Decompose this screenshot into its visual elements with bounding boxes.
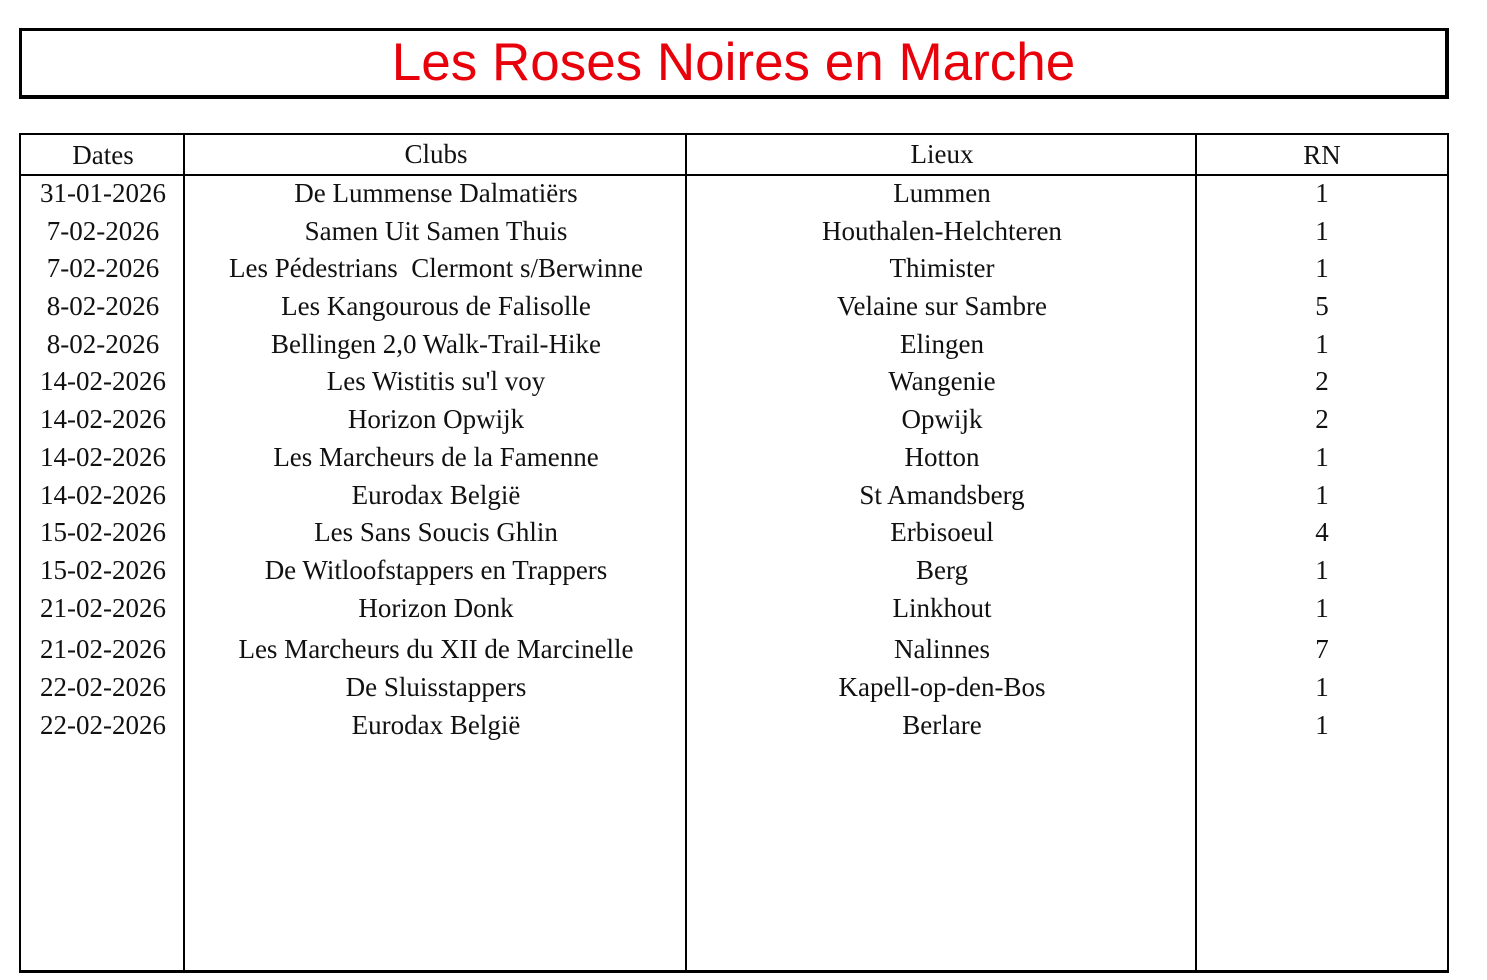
cell-club: Les Pédestrians Clermont s/Berwinne [229,253,643,283]
cell-club: Samen Uit Samen Thuis [304,216,568,246]
cell-lieu: Linkhout [892,593,992,623]
cell-rn: 1 [1315,442,1329,472]
cell-date: 7-02-2026 [46,216,160,246]
cell-rn: 1 [1315,480,1329,510]
cell-club: Horizon Opwijk [347,404,525,434]
cell-rn: 1 [1315,593,1329,623]
cell-lieu: Thimister [889,253,995,283]
cell-date: 31-01-2026 [40,178,166,208]
cell-lieu: Kapell-op-den-Bos [838,672,1046,702]
cell-club: Les Marcheurs de la Famenne [273,442,599,472]
cell-date: 21-02-2026 [40,634,166,664]
cell-date: 22-02-2026 [40,672,166,702]
cell-rn: 1 [1315,253,1329,283]
header-rn: RN [1303,140,1341,170]
cell-club: Horizon Donk [358,593,514,623]
header-dates: Dates [72,140,134,170]
cell-club: Eurodax België [351,710,521,740]
header-lieux: Lieux [910,139,974,169]
cell-lieu: Erbisoeul [890,517,994,547]
header-clubs: Clubs [404,139,468,169]
cell-rn: 7 [1315,634,1329,664]
title-banner [19,28,1449,99]
cell-rn: 1 [1315,672,1329,702]
cell-club: De Lummense Dalmatiërs [294,178,578,208]
cell-rn: 5 [1315,291,1329,321]
cell-lieu: Lummen [893,178,991,208]
cell-rn: 1 [1315,329,1329,359]
events-table [19,133,1449,973]
cell-rn: 1 [1315,710,1329,740]
cell-rn: 2 [1315,404,1329,434]
cell-lieu: Berlare [902,710,982,740]
page-title: Les Roses Noires en Marche [391,33,1076,92]
cell-date: 22-02-2026 [40,710,166,740]
cell-club: Eurodax België [351,480,521,510]
cell-rn: 1 [1315,216,1329,246]
header-divider [21,174,1447,176]
cell-club: Les Marcheurs du XII de Marcinelle [238,634,634,664]
cell-date: 14-02-2026 [40,442,166,472]
cell-date: 15-02-2026 [40,555,166,585]
cell-lieu: Houthalen-Helchteren [822,216,1062,246]
cell-date: 8-02-2026 [46,291,160,321]
cell-date: 14-02-2026 [40,480,166,510]
cell-lieu: Wangenie [888,366,996,396]
cell-lieu: Opwijk [901,404,983,434]
cell-date: 7-02-2026 [46,253,160,283]
cell-rn: 4 [1315,517,1329,547]
cell-date: 15-02-2026 [40,517,166,547]
cell-club: De Witloofstappers en Trappers [264,555,608,585]
cell-rn: 2 [1315,366,1329,396]
cell-rn: 1 [1315,555,1329,585]
cell-lieu: Velaine sur Sambre [837,291,1047,321]
cell-lieu: Berg [916,555,968,585]
cell-club: De Sluisstappers [345,672,527,702]
cell-club: Les Wistitis su'l voy [326,366,546,396]
cell-date: 14-02-2026 [40,366,166,396]
cell-date: 14-02-2026 [40,404,166,434]
cell-date: 8-02-2026 [46,329,160,359]
cell-club: Les Sans Soucis Ghlin [314,517,558,547]
cell-club: Bellingen 2,0 Walk-Trail-Hike [270,329,602,359]
cell-date: 21-02-2026 [40,593,166,623]
cell-rn: 1 [1315,178,1329,208]
cell-lieu: Elingen [900,329,984,359]
cell-club: Les Kangourous de Falisolle [281,291,591,321]
cell-lieu: Hotton [904,442,980,472]
cell-lieu: St Amandsberg [859,480,1025,510]
cell-lieu: Nalinnes [894,634,990,664]
